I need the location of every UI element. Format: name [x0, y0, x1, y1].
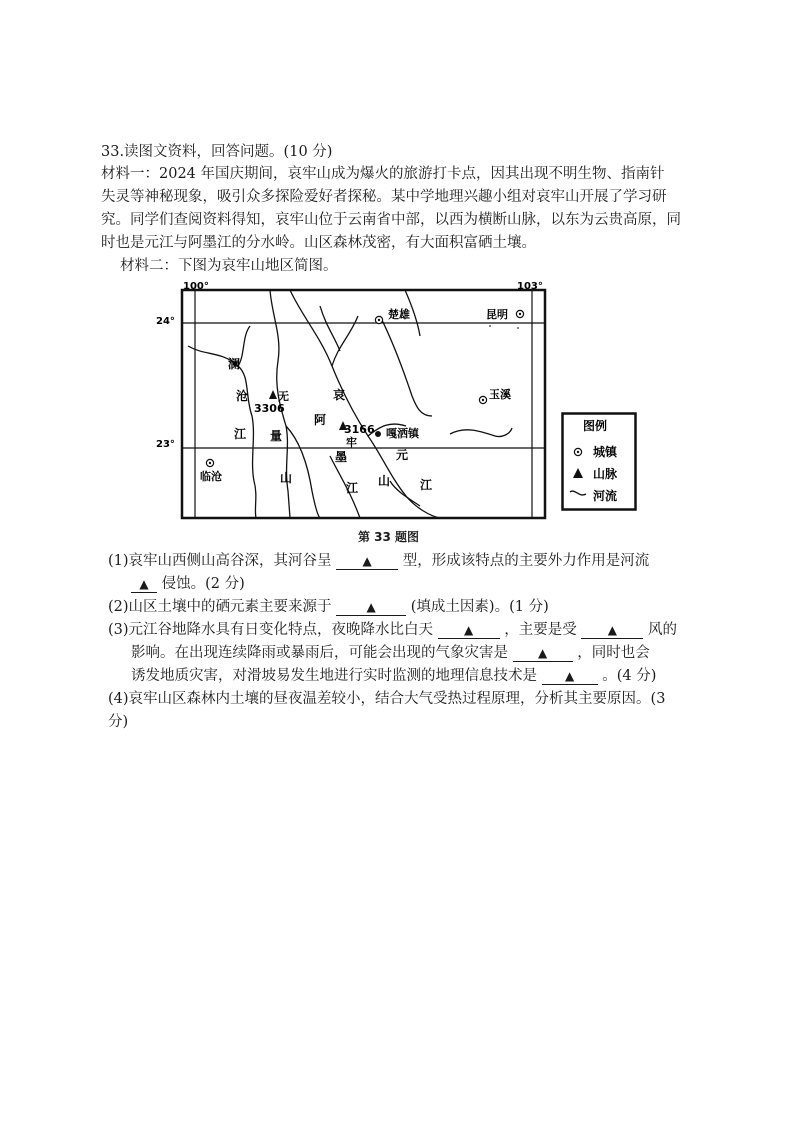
q3-text-c: 风的	[647, 622, 677, 638]
q3-blank-1[interactable]: ▲	[438, 622, 500, 639]
label-ailao-3: 山	[378, 474, 391, 488]
material1-line3: 究。同学们查阅资料得知，哀牢山位于云南省中部，以西为横断山脉，以东为云贵高原，同	[101, 212, 681, 228]
q3-text-g: 。(4 分)	[602, 668, 657, 684]
peak-wuliang-name: 无	[278, 390, 289, 403]
q3-blank-4[interactable]: ▲	[542, 668, 598, 685]
town-lincang	[200, 459, 222, 483]
towns	[200, 307, 524, 483]
map-caption: 第 33 题图	[358, 530, 420, 544]
q1-text-a: (1)哀牢山西侧山高谷深，其河谷呈	[108, 553, 332, 569]
q3-text-e: ，同时也会	[577, 645, 650, 661]
town-yuxi	[479, 387, 511, 404]
material1-line2: 失灵等神秘现象，吸引众多探险爱好者探秘。某中学地理兴趣小组对哀牢山开展了学习研	[101, 189, 667, 205]
q1-blank-2[interactable]: ▲	[131, 576, 157, 593]
label-lancang-3: 江	[234, 427, 247, 441]
lat-top-label: 24°	[156, 316, 175, 327]
south-east-branch	[390, 481, 420, 506]
material2-line: 材料二：下图为哀牢山地区简图。	[120, 258, 338, 274]
q1-blank-1[interactable]: ▲	[336, 553, 398, 570]
label-wuliang-1: 量	[270, 429, 283, 443]
town-gasa	[375, 426, 420, 440]
q3-blank-3[interactable]: ▲	[513, 645, 573, 662]
legend-river-label: 河流	[593, 489, 618, 503]
label-amo-1: 阿	[314, 413, 327, 427]
ailao-mountain-map	[150, 276, 555, 526]
label-wuliang-2: 山	[280, 471, 293, 485]
q1-text-b: 型，形成该特点的主要外力作用是河流	[402, 553, 650, 569]
town-lincang-label: 临沧	[200, 470, 222, 483]
q1-text-c: 侵蚀。(2 分)	[161, 576, 245, 592]
stray-dot	[517, 327, 519, 329]
town-symbol-dot	[577, 451, 579, 453]
town-kunming-label: 昆明	[486, 308, 508, 321]
upper-tributary	[320, 306, 340, 351]
q3-text-a: (3)元江谷地降水具有日变化特点，夜晚降水比白天	[108, 622, 434, 638]
q2-line	[108, 597, 549, 617]
q2-text-b: (填成土因素)。(1 分)	[410, 599, 549, 615]
question-header: 33.读图文资料，回答问题。(10 分)	[101, 144, 333, 160]
q3-blank-2[interactable]: ▲	[581, 622, 643, 639]
q3-line3	[131, 666, 656, 686]
map-legend	[561, 412, 637, 512]
label-lancang-1: 澜	[228, 357, 241, 371]
q3-text-b: ，主要是受	[504, 622, 577, 638]
label-yuan-1: 元	[396, 448, 409, 462]
east-river	[380, 316, 432, 416]
q1-line2	[131, 574, 245, 594]
legend-title: 图例	[583, 419, 608, 433]
stray-dot	[489, 325, 491, 327]
town-gasa-label: 嘎洒镇	[386, 427, 419, 440]
legend-mountain-label: 山脉	[593, 467, 618, 481]
peak-wuliang	[254, 389, 289, 415]
q2-text-a: (2)山区土壤中的硒元素主要来源于	[108, 599, 332, 615]
mountain-icon	[269, 390, 277, 399]
peak-wuliang-elevation: 3306	[254, 402, 285, 415]
q3-text-f: 诱发地质灾害，对滑坡易发生地进行实时监测的地理信息技术是	[131, 668, 537, 684]
q2-blank[interactable]: ▲	[336, 599, 406, 616]
town-chuxiong	[375, 307, 410, 324]
q3-line2	[131, 643, 650, 663]
legend-town-label: 城镇	[593, 445, 618, 459]
q4-line1: (4)哀牢山区森林内土壤的昼夜温差较小，结合大气受热过程原理，分析其主要原因。(3	[108, 691, 666, 707]
q3-line1	[108, 620, 677, 640]
map-frame	[182, 290, 545, 518]
label-amo-2: 墨	[335, 450, 348, 464]
southeast-stream	[450, 428, 512, 437]
peak-ailao-elevation: 3166	[344, 423, 375, 436]
label-ailao-1: 哀	[333, 388, 346, 402]
q4-line2: 分)	[108, 714, 129, 730]
label-lancang-2: 沧	[236, 389, 249, 403]
label-amo-3: 江	[346, 481, 359, 495]
town-yuxi-label: 玉溪	[489, 388, 511, 401]
peak-ailao-name: 牢	[346, 436, 357, 449]
q1-line1	[108, 551, 649, 571]
q3-text-d: 影响。在出现连续降雨或暴雨后，可能会出现的气象灾害是	[131, 645, 508, 661]
label-yuan-2: 江	[420, 478, 433, 492]
material1-line1: 材料一：2024 年国庆期间，哀牢山成为爆火的旅游打卡点，因其出现不明生物、指南针	[101, 166, 665, 182]
lat-bottom-label: 23°	[156, 439, 175, 450]
material1-line4: 时也是元江与阿墨江的分水岭。山区森林茂密，有大面积富硒土壤。	[101, 235, 536, 251]
lon-right-label: 103°	[517, 281, 543, 292]
lon-left-label: 100°	[183, 281, 209, 292]
town-chuxiong-label: 楚雄	[388, 308, 410, 321]
town-kunming	[486, 307, 524, 321]
